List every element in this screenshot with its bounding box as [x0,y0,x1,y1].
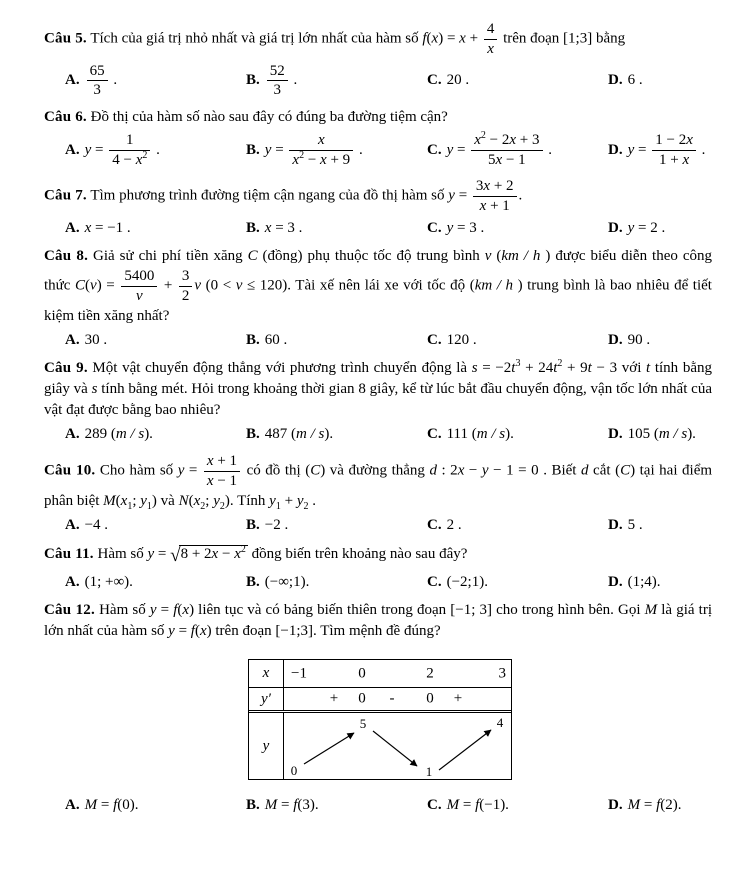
option-key: D. [608,516,623,533]
option-body: y = $\frac{1}{4 - x^2}$ . [84,132,160,168]
options-row [65,131,712,170]
option-key: A. [65,220,80,237]
option-body: 289 (m / s). [84,425,153,442]
option-key: B. [246,220,260,237]
option-key: D. [608,141,623,158]
option-key: A. [65,516,80,533]
question-cau-10 [44,452,712,536]
option-a [65,572,246,593]
bbt-sign: 0 [426,690,434,707]
option-a [65,62,246,101]
question-cau-12 [44,600,712,816]
option-a [65,218,246,239]
option-key: A. [65,425,80,442]
question-cau-11 [44,543,712,594]
question-cau-8 [44,246,712,351]
bbt-y-max: 5 [359,716,367,732]
question-cau-6 [44,107,712,170]
option-a [65,795,246,816]
option-body: y = 3 . [446,220,485,237]
bbt-x-values [284,660,511,687]
option-key: D. [608,331,623,348]
bbt-header-yprime: y′ [249,688,284,710]
bbt-header-x: x [249,660,284,687]
option-key: C. [427,141,442,158]
option-key: A. [65,797,80,814]
bbt-row-y [249,713,511,779]
option-key: B. [246,331,260,348]
option-body: y = $\frac{1 - 2x}{1 + x}$ . [627,132,706,168]
question-stem: Câu 9. Một vật chuyển động thẳng với phương trình chuyển động là $s = -2t^3 + 24t^2 + 9t - 3$ với t tính bằng giây và s tính bằng mét. Hỏi trong khoảng thời gian 8 giây, kể từ lúc bắt đầu chuyển động, vận tốc lớn nhất của vật đạt được bằng bao nhiêu? [44,357,712,418]
option-key: C. [427,516,442,533]
option-b [246,424,427,445]
option-c [427,330,608,351]
option-body: 20 . [446,72,470,89]
option-c [427,131,608,170]
option-body: M = f(2). [627,797,682,814]
option-key: B. [246,141,260,158]
option-body: −2 . [264,516,289,533]
question-stem: Câu 11. Hàm số $y = √8 + 2x - x^2$ đồng biến trên khoảng nào sau đây? [44,543,468,566]
option-c [427,70,608,91]
question-stem: Câu 5. Tích của giá trị nhỏ nhất và giá trị lớn nhất của hàm số f(x) = x + $\frac{4}{x}$ trên đoạn [1;3] bằng [44,21,626,57]
option-d [608,795,681,816]
question-stem: Câu 7. Tìm phương trình đường tiệm cận ngang của đồ thị hàm số y = $\frac{3x + 2}{x + 1}$ . [44,177,523,214]
option-d [608,131,705,170]
options-row [65,218,712,239]
option-b [246,572,427,593]
option-key: A. [65,574,80,591]
bbt-x-value: 2 [426,665,434,682]
option-b [246,795,427,816]
option-body: y = 2 . [627,220,666,237]
bbt-header-y: y [249,713,284,779]
option-d [608,330,650,351]
option-body: 487 (m / s). [264,425,334,442]
arrow-up-icon [304,733,354,764]
option-b [246,330,427,351]
option-d [608,424,696,445]
bbt-y-min: 1 [425,764,433,780]
option-key: C. [427,220,442,237]
option-a [65,424,246,445]
option-b [246,218,427,239]
bbt-y-start: 0 [290,763,298,779]
option-body: $\frac{52}{3}$ . [265,72,298,88]
option-b [246,515,427,536]
bbt-sign: + [453,690,463,707]
option-body: M = f(0). [84,797,139,814]
option-body: 6 . [627,72,643,89]
bbt-sign: 0 [358,690,366,707]
option-key: A. [65,331,80,348]
bbt-x-value: −1 [291,665,307,682]
option-c [427,218,608,239]
option-body: 120 . [446,331,477,348]
bbt-sign: - [389,690,395,707]
option-body: M = f(3). [264,797,319,814]
bbt-x-value: 3 [498,665,506,682]
option-body: (1;4). [627,574,661,591]
option-key: C. [427,331,442,348]
option-d [608,70,643,91]
option-c [427,424,608,445]
question-cau-9 [44,358,712,445]
option-c [427,515,608,536]
option-d [608,515,643,536]
option-b [246,62,427,101]
question-cau-7 [44,177,712,240]
option-c [427,795,608,816]
bbt-arrows-svg [284,713,511,779]
option-body: 111 (m / s). [446,425,514,442]
option-key: C. [427,574,442,591]
question-stem: Câu 10. Cho hàm số y = $\frac{x + 1}{x - 1}$ có đồ thị (C) và đường thẳng d : 2x − y − 1 = 0 . Biết d cắt (C) tại hai điểm phân biệt $M(x_1$; $y_1$) và $N(x_2$; $y_2$). Tính $y_1 + y_2$ . [44,452,713,512]
option-body: (−∞;1). [264,574,310,591]
option-body: x = −1 . [84,220,131,237]
option-key: D. [608,72,623,89]
option-key: B. [246,574,260,591]
option-body: (1; +∞). [84,574,133,591]
bbt-yprime-values [284,688,511,710]
option-key: D. [608,425,623,442]
option-body: 2 . [446,516,462,533]
option-c [427,572,608,593]
bbt-sign: + [329,690,339,707]
arrow-up-icon [439,730,491,770]
option-body: 30 . [84,331,108,348]
option-key: A. [65,72,80,89]
option-body: $\frac{65}{3}$ . [85,72,118,88]
question-cau-5 [44,20,712,100]
option-key: C. [427,425,442,442]
bbt-row-x [249,660,511,688]
option-body: x = 3 . [264,220,303,237]
bbt-y-end: 4 [496,715,504,731]
options-row [65,330,712,351]
question-stem: Câu 12. Hàm số y = f(x) liên tục và có bảng biến thiên trong đoạn [−1; 3] cho trong hình bên. Gọi M là giá trị lớn nhất của hàm số y = f(x) trên đoạn [−1;3]. Tìm mệnh đề đúng? [44,602,712,640]
option-d [608,218,665,239]
options-row [65,515,712,536]
option-body: y = $\frac{x^2 - 2x + 3}{5x - 1}$ . [446,130,553,168]
options-row [65,62,712,101]
option-b [246,131,427,170]
options-row [65,572,712,593]
option-body: (−2;1). [446,574,488,591]
bbt-x-value: 0 [358,665,366,682]
option-a [65,330,246,351]
option-key: B. [246,72,260,89]
option-body: 5 . [627,516,643,533]
variation-table [248,659,512,780]
option-body: −4 . [84,516,109,533]
option-body: 90 . [627,331,651,348]
option-key: B. [246,425,260,442]
options-row [65,424,712,445]
option-key: C. [427,797,442,814]
option-body: 105 (m / s). [627,425,696,442]
arrow-down-icon [373,731,417,766]
options-row [65,795,712,816]
option-a [65,131,246,170]
option-key: D. [608,220,623,237]
option-d [608,572,661,593]
option-key: D. [608,574,623,591]
question-stem: Câu 6. Đồ thị của hàm số nào sau đây có đúng ba đường tiệm cận? [44,109,448,126]
option-a [65,515,246,536]
option-key: B. [246,516,260,533]
bbt-row-yprime [249,688,511,713]
option-key: D. [608,797,623,814]
option-body: 60 . [264,331,288,348]
option-key: C. [427,72,442,89]
option-body: M = f(−1). [446,797,509,814]
option-body: y = $\frac{x}{x^2 - x + 9}$ . [264,132,363,168]
question-stem: Câu 8. Giả sử chi phí tiền xăng C (đồng) phụ thuộc tốc độ trung bình v (km / h ) được biểu diễn theo công thức C(v) = $\frac{5400}{v}$ + $\frac{3}{2}$ v (0 < v ≤ 120). Tài xế nên lái xe với tốc độ (km / h ) trung bình là bao nhiêu để tiết kiệm tiền xăng nhất? [44,248,712,324]
bbt-y-curve [284,713,511,779]
option-key: B. [246,797,260,814]
option-key: A. [65,141,80,158]
